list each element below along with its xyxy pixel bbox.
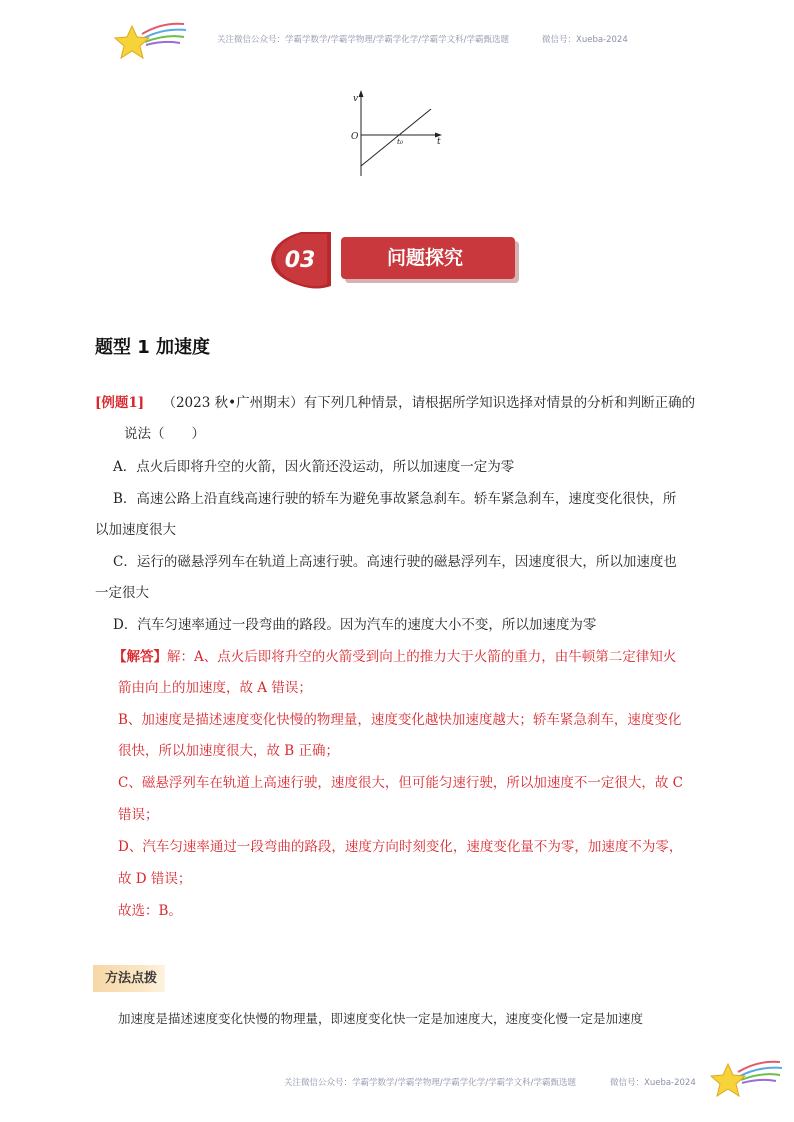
option-a: A．点火后即将升空的火箭，因火箭还没运动，所以加速度一定为零 xyxy=(113,459,515,475)
graph-y-label: v xyxy=(353,94,359,104)
answer-c-line-2: 错误； xyxy=(118,807,159,823)
question-line-1 xyxy=(95,394,695,412)
answer-c-line-1: C、磁悬浮列车在轨道上高速行驶，速度很大，但可能匀速行驶，所以加速度不一定很大，故 C xyxy=(118,775,683,791)
answer-line-1 xyxy=(113,648,676,666)
question-line-2: 说法（ ） xyxy=(124,426,205,442)
header-right-text: 微信号：Xueba-2024 xyxy=(542,35,628,45)
section-title: 题型 1 加速度 xyxy=(95,337,211,358)
answer-d-line-1: D、汽车匀速率通过一段弯曲的路段，速度方向时刻变化，速度变化量不为零，加速度不为零， xyxy=(118,839,683,855)
answer-b-line-2: 很快，所以加速度很大，故 B 正确； xyxy=(118,743,340,759)
section-banner xyxy=(265,228,525,294)
header-left-text: 关注微信公众号：学霸学数学/学霸学物理/学霸学化学/学霸学文科/学霸甄选题 xyxy=(217,35,509,45)
option-c-line-1: C．运行的磁悬浮列车在轨道上高速行驶。高速行驶的磁悬浮列车，因速度很大，所以加速度也 xyxy=(113,554,677,570)
answer-d-line-2: 故 D 错误； xyxy=(118,871,192,887)
answer-final: 故选：B。 xyxy=(118,903,182,919)
graph-t0-label: t₀ xyxy=(397,137,404,146)
method-tip-text: 加速度是描述速度变化快慢的物理量，即速度变化快一定是加速度大，速度变化慢一定是加速度 xyxy=(118,1011,644,1026)
option-c-line-2: 一定很大 xyxy=(95,585,149,601)
footer-right-text: 微信号：Xueba-2024 xyxy=(610,1078,696,1088)
footer-star-logo-icon xyxy=(708,1056,784,1100)
answer-a-1: 解：A、点火后即将升空的火箭受到向上的推力大于火箭的重力，由牛顿第二定律知火 xyxy=(167,649,677,665)
answer-tag: 【解答】 xyxy=(113,649,167,665)
star-logo-icon xyxy=(112,18,188,62)
option-b-line-2: 以加速度很大 xyxy=(95,522,176,538)
question-tag: [例题1] xyxy=(95,395,145,411)
footer-left-text: 关注微信公众号：学霸学数学/学霸学物理/学霸学化学/学霸学文科/学霸甄选题 xyxy=(284,1078,576,1088)
option-b-line-1: B．高速公路上沿直线高速行驶的轿车为避免事故紧急刹车。轿车紧急刹车，速度变化很快，所 xyxy=(113,491,677,507)
velocity-time-graph xyxy=(340,88,450,180)
section-number: 03 xyxy=(284,248,316,273)
question-stem-1: （2023 秋•广州期末）有下列几种情景，请根据所学知识选择对情景的分析和判断正确的 xyxy=(162,395,696,411)
graph-origin-label: O xyxy=(351,132,359,142)
graph-x-label: t xyxy=(437,137,441,147)
answer-a-line-2: 箭由向上的加速度，故 A 错误； xyxy=(118,680,312,696)
method-tip-label: 方法点拨 xyxy=(93,965,165,992)
option-d: D．汽车匀速率通过一段弯曲的路段。因为汽车的速度大小不变，所以加速度为零 xyxy=(113,617,597,633)
answer-b-line-1: B、加速度是描述速度变化快慢的物理量，速度变化越快加速度越大；轿车紧急刹车，速度变化 xyxy=(118,712,682,728)
velocity-line xyxy=(361,109,431,166)
section-label: 问题探究 xyxy=(386,247,464,269)
y-axis-arrow xyxy=(359,90,364,97)
